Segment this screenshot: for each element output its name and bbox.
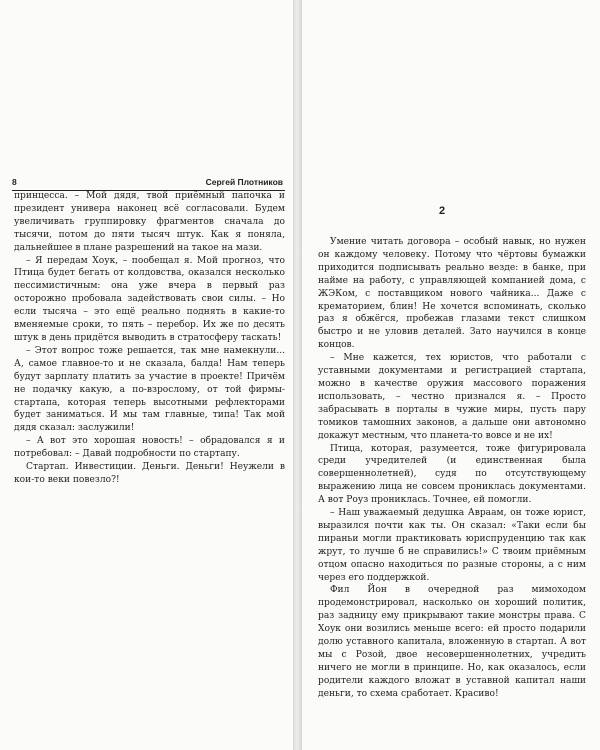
paragraph: – Мне кажется, тех юристов, что работали с уставными документами и регистрацией стартапа, можно в качестве оружия массового поражения использовать, – честно признался я. – Просто забрасывать в порталы в чужие миры, пусть пару томиков тамошних законов, а дальше они автономно докажут местным, что планета-то вовсе и не их! bbox=[318, 353, 586, 441]
paragraph: – Этот вопрос тоже решается, так мне намекнули... А, самое главное-то и не сказала, балда! Нам теперь будут зарплату платить за участие в проекте! Причём не подачку какую, а по-взрослому, от той фирмы-стартапа, которая теперь высотными рефлекторами будет заниматься. И мы там главные, типа! Так мой дядя сказал: заслужили! bbox=[14, 345, 285, 434]
paragraph: – Наш уважаемый дедушка Авраам, он тоже юрист, выразился почти как ты. Он сказал: «Таки если бы пираньи могли практиковать юриспруденцию так как жрут, то лучше б не справились!» С твоим приёмным отцом опасно находиться по разные стороны, а с ним через его поддержкой. bbox=[318, 508, 586, 583]
paragraph: принцесса. – Мой дядя, твой приёмный папочка и президент универа наконец всё согласовали. Будем увеличивать группировку фрагментов сначала до тысячи, потом до пяти тысяч штук. Как я поняла, дальнейшее в плане разрешений на такое на мази. bbox=[14, 191, 285, 253]
left-page bbox=[0, 0, 293, 750]
book-gutter bbox=[293, 0, 302, 750]
paragraph: Стартап. Инвестиции. Деньги. Деньги! Неужели в кои-то веки повезло?! bbox=[14, 462, 285, 485]
paragraph: Фил Йон в очередной раз мимоходом продемонстрировал, насколько он хороший политик, раз задницу ему прикрывают такие монстры права. С Хоук они возились меньше всего: ей просто подарили долю уставного капитала, вложенную в стартап. А вот мы с Розой, двое несовершеннолетних, учредить ничего не могли в принципе. Но, как оказалось, если родители каждого вложат в уставной капитал наши деньги, то схема сработает. Красиво! bbox=[318, 585, 586, 699]
page-number: 8 bbox=[12, 177, 17, 187]
running-head bbox=[12, 176, 285, 191]
paragraph: Умение читать договора – особый навык, но нужен он каждому человеку. Потому что чёртовы бумажки приходится подписывать реально везде: в банке, при найме на работу, с управляющей компанией дома, с ЖЭКом, с поставщиком нового чайника... Даже с крематорием, блин! Не хочется вспоминать, сколько раз я обжёгся, пробежав глазами текст слишком быстро и не уловив деталей. Зато научился в конце концов. bbox=[318, 237, 586, 351]
paragraph: – А вот это хорошая новость! – обрадовался я и потребовал: – Давай подробности по стартапу. bbox=[14, 436, 285, 460]
paragraph: Птица, которая, разумеется, тоже фигурировала среди учредителей (и единственная была совершеннолетней), судя по отсутствующему выражению лица не совсем прониклась документами. А вот Роуз прониклась. Точнее, ей помогли. bbox=[318, 443, 586, 506]
paragraph: – Я передам Хоук, – пообещал я. Мой прогноз, что Птица будет бегать от колдовства, оказался несколько пессимистичным: она уже вчера в первый раз осторожно пробовала задействовать свои силы. – Но если тысяча – это ещё реально поднять в какие-то вменяемые сроки, то пять – перебор. Их же по десять штук в день придётся выводить в стратосферу таскать! bbox=[14, 255, 285, 343]
right-page bbox=[302, 0, 600, 750]
right-page-text bbox=[318, 236, 586, 701]
chapter-number: 2 bbox=[439, 205, 446, 217]
left-page-text bbox=[14, 190, 285, 487]
author-name: Сергей Плотников bbox=[205, 177, 283, 187]
